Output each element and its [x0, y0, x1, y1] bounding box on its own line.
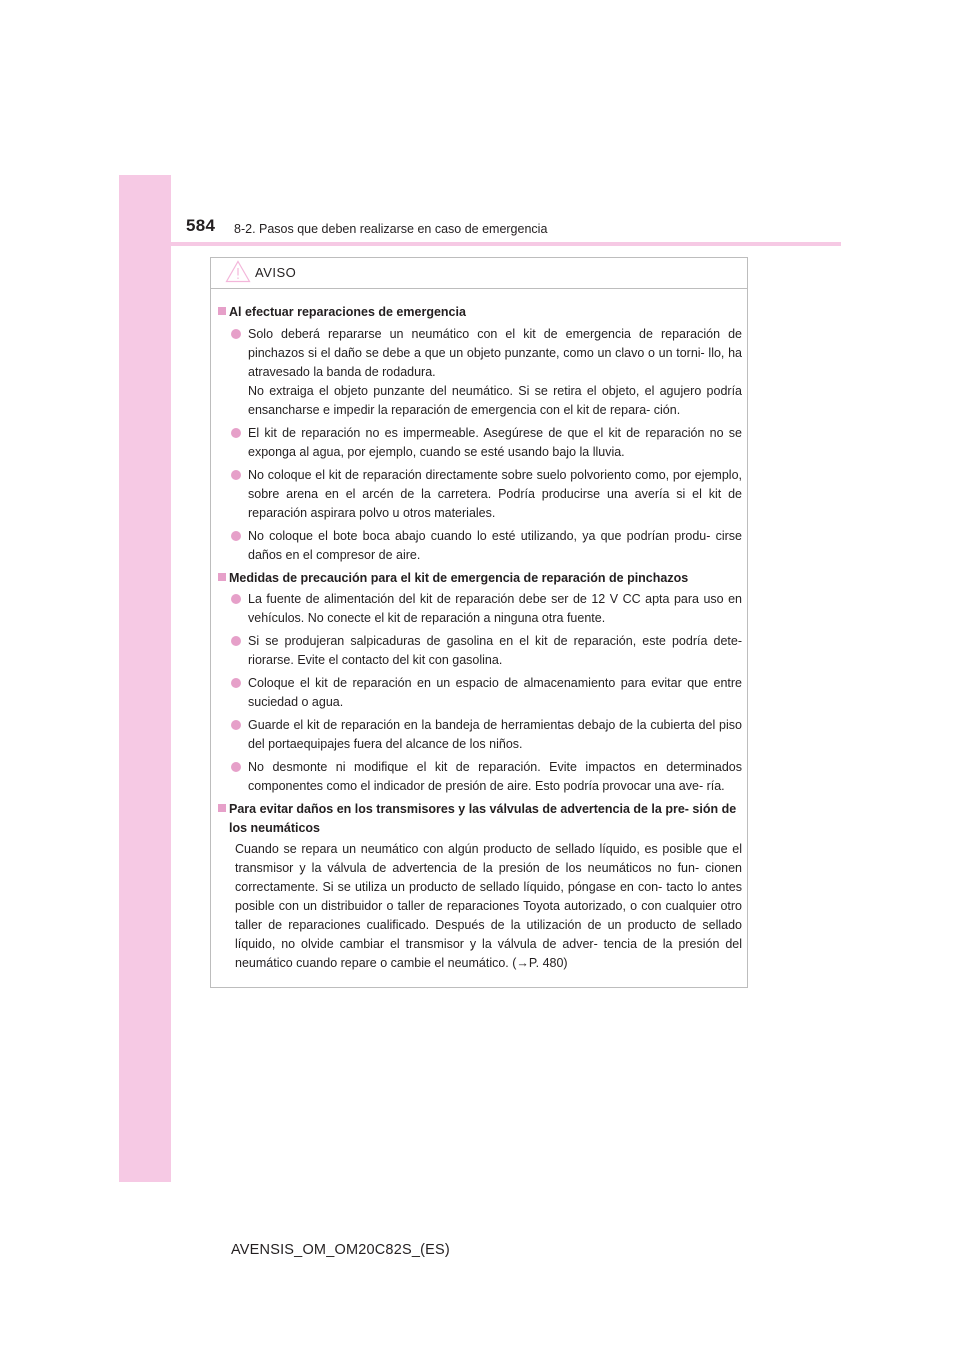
side-margin-band [119, 175, 171, 1182]
notice-label: AVISO [255, 265, 297, 280]
header-rule [119, 242, 841, 246]
dot-bullet-icon [231, 636, 241, 646]
list-item: No coloque el bote boca abajo cuando lo esté utilizando, ya que podrían produ- cirse daños en el compresor de aire. [217, 527, 742, 565]
dot-bullet-icon [231, 594, 241, 604]
list-item: Si se produjeran salpicaduras de gasolina en el kit de reparación, este podría dete- riorarse. Evite el contacto del kit con gasolina. [217, 632, 742, 670]
document-code-footer: AVENSIS_OM_OM20C82S_(ES) [231, 1242, 450, 1258]
list-item: No coloque el kit de reparación directamente sobre suelo polvoriento como, por ejemplo, sobre arena en el arcén de la carretera. Podría producirse una avería si el kit de reparación aspirara polvo u otros materiales. [217, 466, 742, 523]
dot-bullet-icon [231, 531, 241, 541]
page-number: 584 [186, 216, 216, 235]
dot-bullet-icon [231, 762, 241, 772]
dot-bullet-icon [231, 329, 241, 339]
section-title: 8-2. Pasos que deben realizarse en caso de emergencia [234, 222, 548, 236]
square-bullet-icon [218, 804, 226, 812]
section-heading: Para evitar daños en los transmisores y las válvulas de advertencia de la pre- sión de los neumáticos [217, 800, 742, 837]
warning-triangle-icon [225, 260, 251, 283]
list-item: La fuente de alimentación del kit de reparación debe ser de 12 V CC apta para uso en vehículos. No conecte el kit de reparación a ninguna otra fuente. [217, 590, 742, 628]
dot-bullet-icon [231, 428, 241, 438]
dot-bullet-icon [231, 720, 241, 730]
section-heading: Al efectuar reparaciones de emergencia [217, 303, 742, 322]
section-paragraph: Cuando se repara un neumático con algún producto de sellado líquido, es posible que el transmisor y la válvula de advertencia de la presión de los neumáticos no fun- cionen correctamente. Si se utiliza un producto de sellado líquido, póngase en con- tacto lo antes posible con un distribuidor o taller de reparaciones Toyota autorizado, o con cualquier otro taller de reparaciones cualificado. Después de la utilización de un producto de sellado líquido, no olvide cambiar el transmisor y la válvula de adver- tencia de la presión del neumático cuando repare o cambie el neumático. (→P. 480) [235, 842, 742, 970]
notice-header [211, 258, 747, 289]
dot-bullet-icon [231, 470, 241, 480]
list-item: Solo deberá repararse un neumático con el kit de emergencia de reparación de pinchazos si el daño se debe a que un objeto punzante, como un clavo o un torni- llo, ha atravesado la banda de rodadura. No extraiga el objeto punzante del neumático. Si se retira el objeto, el agujero podría ensancharse e impedir la reparación de emergencia con el kit de repara- ción. [217, 325, 742, 420]
list-item: No desmonte ni modifique el kit de reparación. Evite impactos en determinados componentes como el indicador de presión de aire. Esto podría provocar una ave- ría. [217, 758, 742, 796]
square-bullet-icon [218, 307, 226, 315]
square-bullet-icon [218, 573, 226, 581]
notice-box [210, 257, 748, 988]
list-item: Guarde el kit de reparación en la bandeja de herramientas debajo de la cubierta del piso del portaequipajes fuera del alcance de los niños. [217, 716, 742, 754]
list-item: Coloque el kit de reparación en un espacio de almacenamiento para evitar que entre suciedad o agua. [217, 674, 742, 712]
notice-body [211, 289, 747, 973]
section-heading: Medidas de precaución para el kit de emergencia de reparación de pinchazos [217, 569, 742, 588]
dot-bullet-icon [231, 678, 241, 688]
list-item: El kit de reparación no es impermeable. Asegúrese de que el kit de reparación no se exponga al agua, por ejemplo, cuando se esté usando bajo la lluvia. [217, 424, 742, 462]
